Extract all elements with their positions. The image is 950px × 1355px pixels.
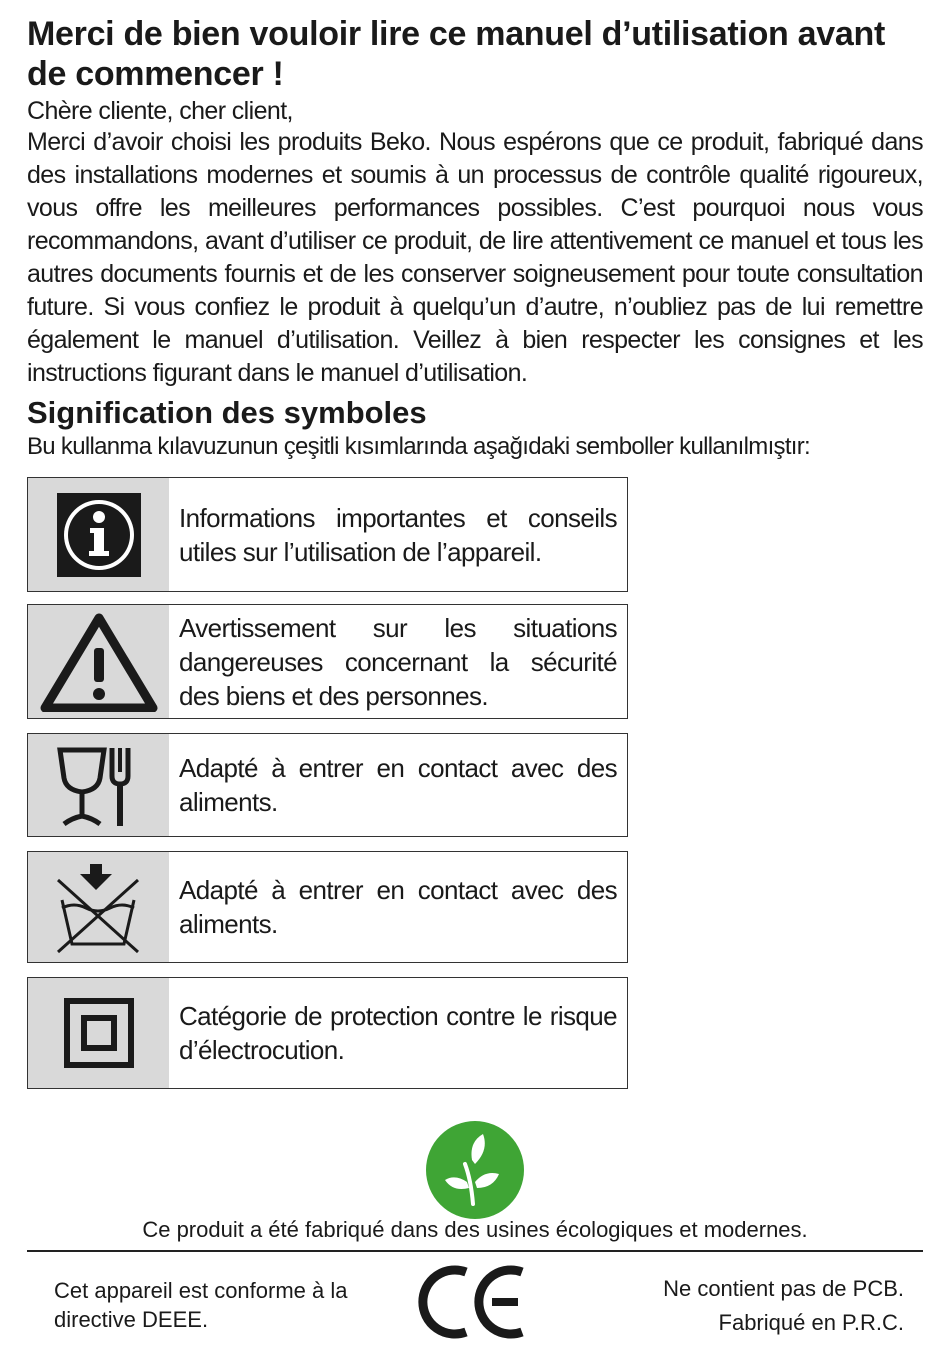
- ce-mark-icon: [418, 1262, 530, 1342]
- eco-caption: Ce produit a été fabriqué dans des usines écologiques et modernes.: [142, 1217, 808, 1242]
- symbol-text: Catégorie de protection contre le risque d’électrocution.: [179, 1001, 617, 1065]
- symbol-row-no-wash: [27, 851, 628, 963]
- document-page: [27, 14, 923, 462]
- page-title: Merci de bien vouloir lire ce manuel d’utilisation avant de commencer !: [27, 15, 885, 93]
- symbol-row-food-contact: [27, 733, 628, 837]
- leaf-eco-icon: [425, 1120, 525, 1220]
- symbol-row-warning: [27, 604, 628, 719]
- info-icon: [28, 478, 169, 591]
- weee-line-2: directive DEEE.: [54, 1307, 209, 1332]
- weee-line-1: Cet appareil est conforme à la: [54, 1278, 348, 1303]
- warning-triangle-icon: [28, 605, 169, 718]
- symbol-text: Avertissement sur les situations dangereuses concernant la sécurité des biens et des personnes.: [179, 612, 617, 711]
- symbol-text: Informations importantes et conseils utiles sur l’utilisation de l’appareil.: [179, 502, 617, 567]
- weee-compliance: [54, 1276, 348, 1334]
- footer-divider: [27, 1250, 923, 1252]
- food-contact-icon: [28, 734, 169, 836]
- intro-paragraph: Merci d’avoir choisi les produits Beko. Nous espérons que ce produit, fabriqué dans des installations modernes et soumis à un processus de contrôle qualité rigoureux, vous offre les meilleures performances possibles. C’est pourquoi nous vous recommandons, avant d’utiliser ce produit, de lire attentivement ce manuel et tous les autres documents fournis et de les conserver soigneusement pour toute consultation future. Si vous confiez le produit à quelqu’un d’autre, n’oubliez pas de lui remettre également le manuel d’utilisation. Veillez à bien respecter les consignes et les instructions figurant dans le manuel d’utilisation.: [27, 128, 923, 387]
- symbol-text: Adapté à entrer en contact avec des aliments.: [179, 875, 617, 939]
- pcb-origin: [663, 1272, 904, 1340]
- symbol-text: Adapté à entrer en contact avec des aliments.: [179, 753, 617, 817]
- salutation: Chère cliente, cher client,: [27, 97, 293, 125]
- symbols-intro: Bu kullanma kılavuzunun çeşitli kısımlarında aşağıdaki semboller kullanılmıştır:: [27, 433, 811, 460]
- no-wash-icon: [28, 852, 169, 962]
- symbol-row-double-insulation: [27, 977, 628, 1089]
- symbols-heading: Signification des symboles: [27, 395, 427, 430]
- origin-line: Fabriqué en P.R.C.: [718, 1310, 904, 1335]
- symbol-row-info: [27, 477, 628, 592]
- pcb-line: Ne contient pas de PCB.: [663, 1276, 904, 1301]
- double-insulation-icon: [28, 978, 169, 1088]
